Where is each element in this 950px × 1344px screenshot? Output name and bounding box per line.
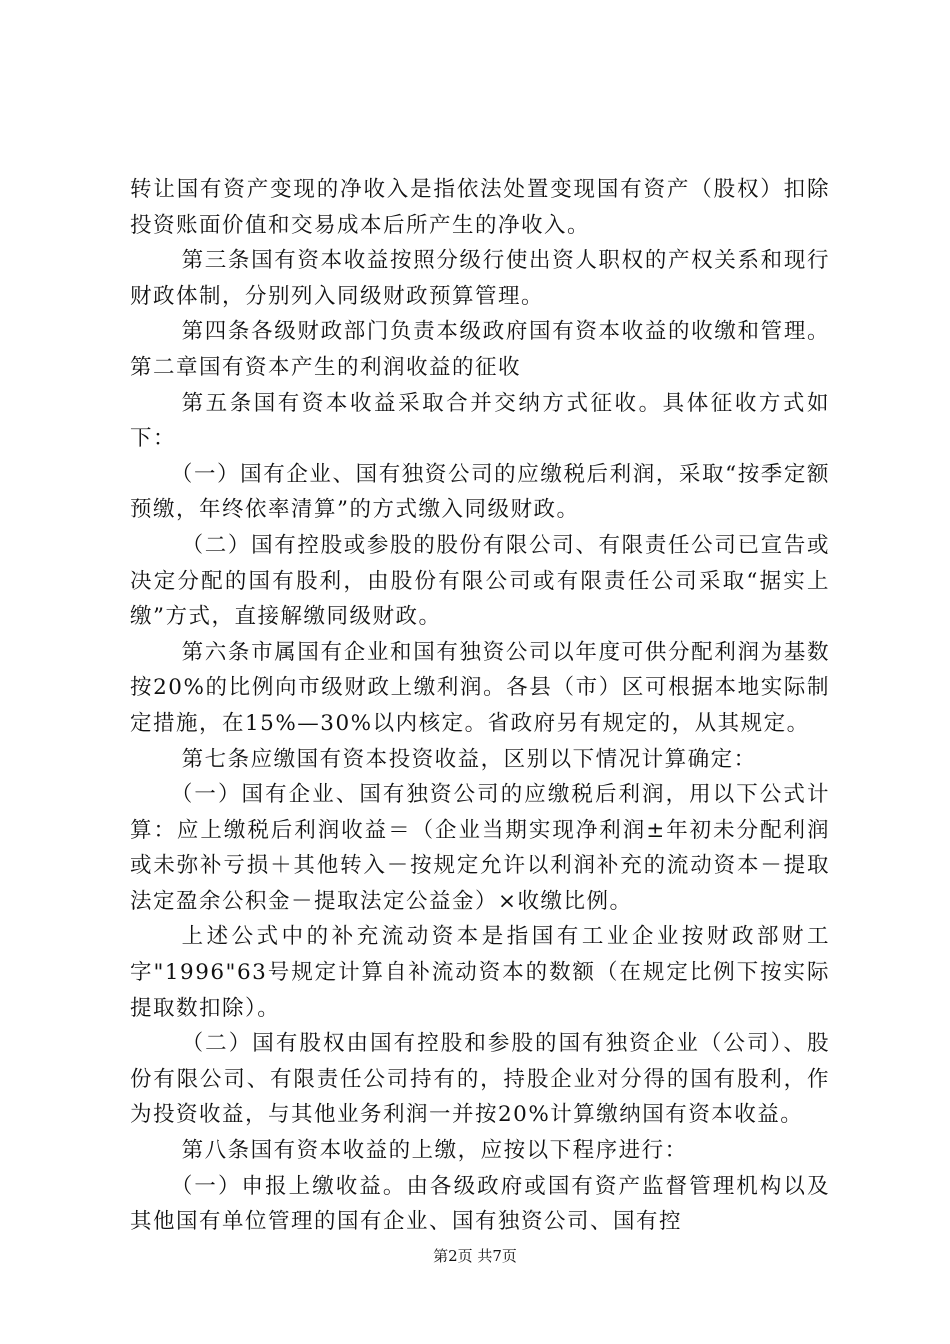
paragraph-article-6: 第六条市属国有企业和国有独资公司以年度可供分配利润为基数按20%的比例向市级财政上缴利润。各县（市）区可根据本地实际制定措施，在15%—30%以内核定。省政府另有规定的，从其规定。 xyxy=(130,639,830,736)
paragraph-article-5: 第五条国有资本收益采取合并交纳方式征收。具体征收方式如下： xyxy=(130,390,830,452)
paragraph-article-7-item-1: （一）国有企业、国有独资公司的应缴税后利润，用以下公式计算：应上缴税后利润收益＝（企业当期实现净利润±年初未分配利润或未弥补亏损＋其他转入－按规定允许以利润补充的流动资本－提取法定盈余公积金－提取法定公益金）×收缴比例。 xyxy=(130,782,830,914)
paragraph-supplementary-capital: 上述公式中的补充流动资本是指国有工业企业按财政部财工字"1996"63号规定计算自补流动资本的数额（在规定比例下按实际提取数扣除）。 xyxy=(130,924,830,1021)
paragraph-article-5-item-1: （一）国有企业、国有独资公司的应缴税后利润，采取“按季定额预缴，年终依率清算”的方式缴入同级财政。 xyxy=(130,461,830,523)
paragraph-article-8-item-1: （一）申报上缴收益。由各级政府或国有资产监督管理机构以及其他国有单位管理的国有企业、国有独资公司、国有控 xyxy=(130,1173,830,1235)
paragraph-article-3: 第三条国有资本收益按照分级行使出资人职权的产权关系和现行财政体制，分别列入同级财政预算管理。 xyxy=(130,248,830,309)
document-body xyxy=(130,172,830,1240)
paragraph-article-8: 第八条国有资本收益的上缴，应按以下程序进行： xyxy=(181,1138,688,1164)
paragraph-article-7: 第七条应缴国有资本投资收益，区别以下情况计算确定： xyxy=(181,746,757,772)
paragraph-article-5-item-2: （二）国有控股或参股的股份有限公司、有限责任公司已宣告或决定分配的国有股利，由股份有限公司或有限责任公司采取“据实上缴”方式，直接解缴同级财政。 xyxy=(130,532,830,630)
paragraph-article-7-item-2: （二）国有股权由国有控股和参股的国有独资企业（公司）、股份有限公司、有限责任公司持有的，持股企业对分得的国有股利，作为投资收益，与其他业务利润一并按20%计算缴纳国有资本收益。 xyxy=(130,1031,830,1128)
page-number-footer: 第2页 共7页 xyxy=(433,1247,517,1265)
paragraph-net-income-definition: 转让国有资产变现的净收入是指依法处置变现国有资产（股权）扣除投资账面价值和交易成本后所产生的净收入。 xyxy=(130,177,830,238)
paragraph-article-4: 第四条各级财政部门负责本级政府国有资本收益的收缴和管理。第二章国有资本产生的利润收益的征收 xyxy=(130,319,830,380)
